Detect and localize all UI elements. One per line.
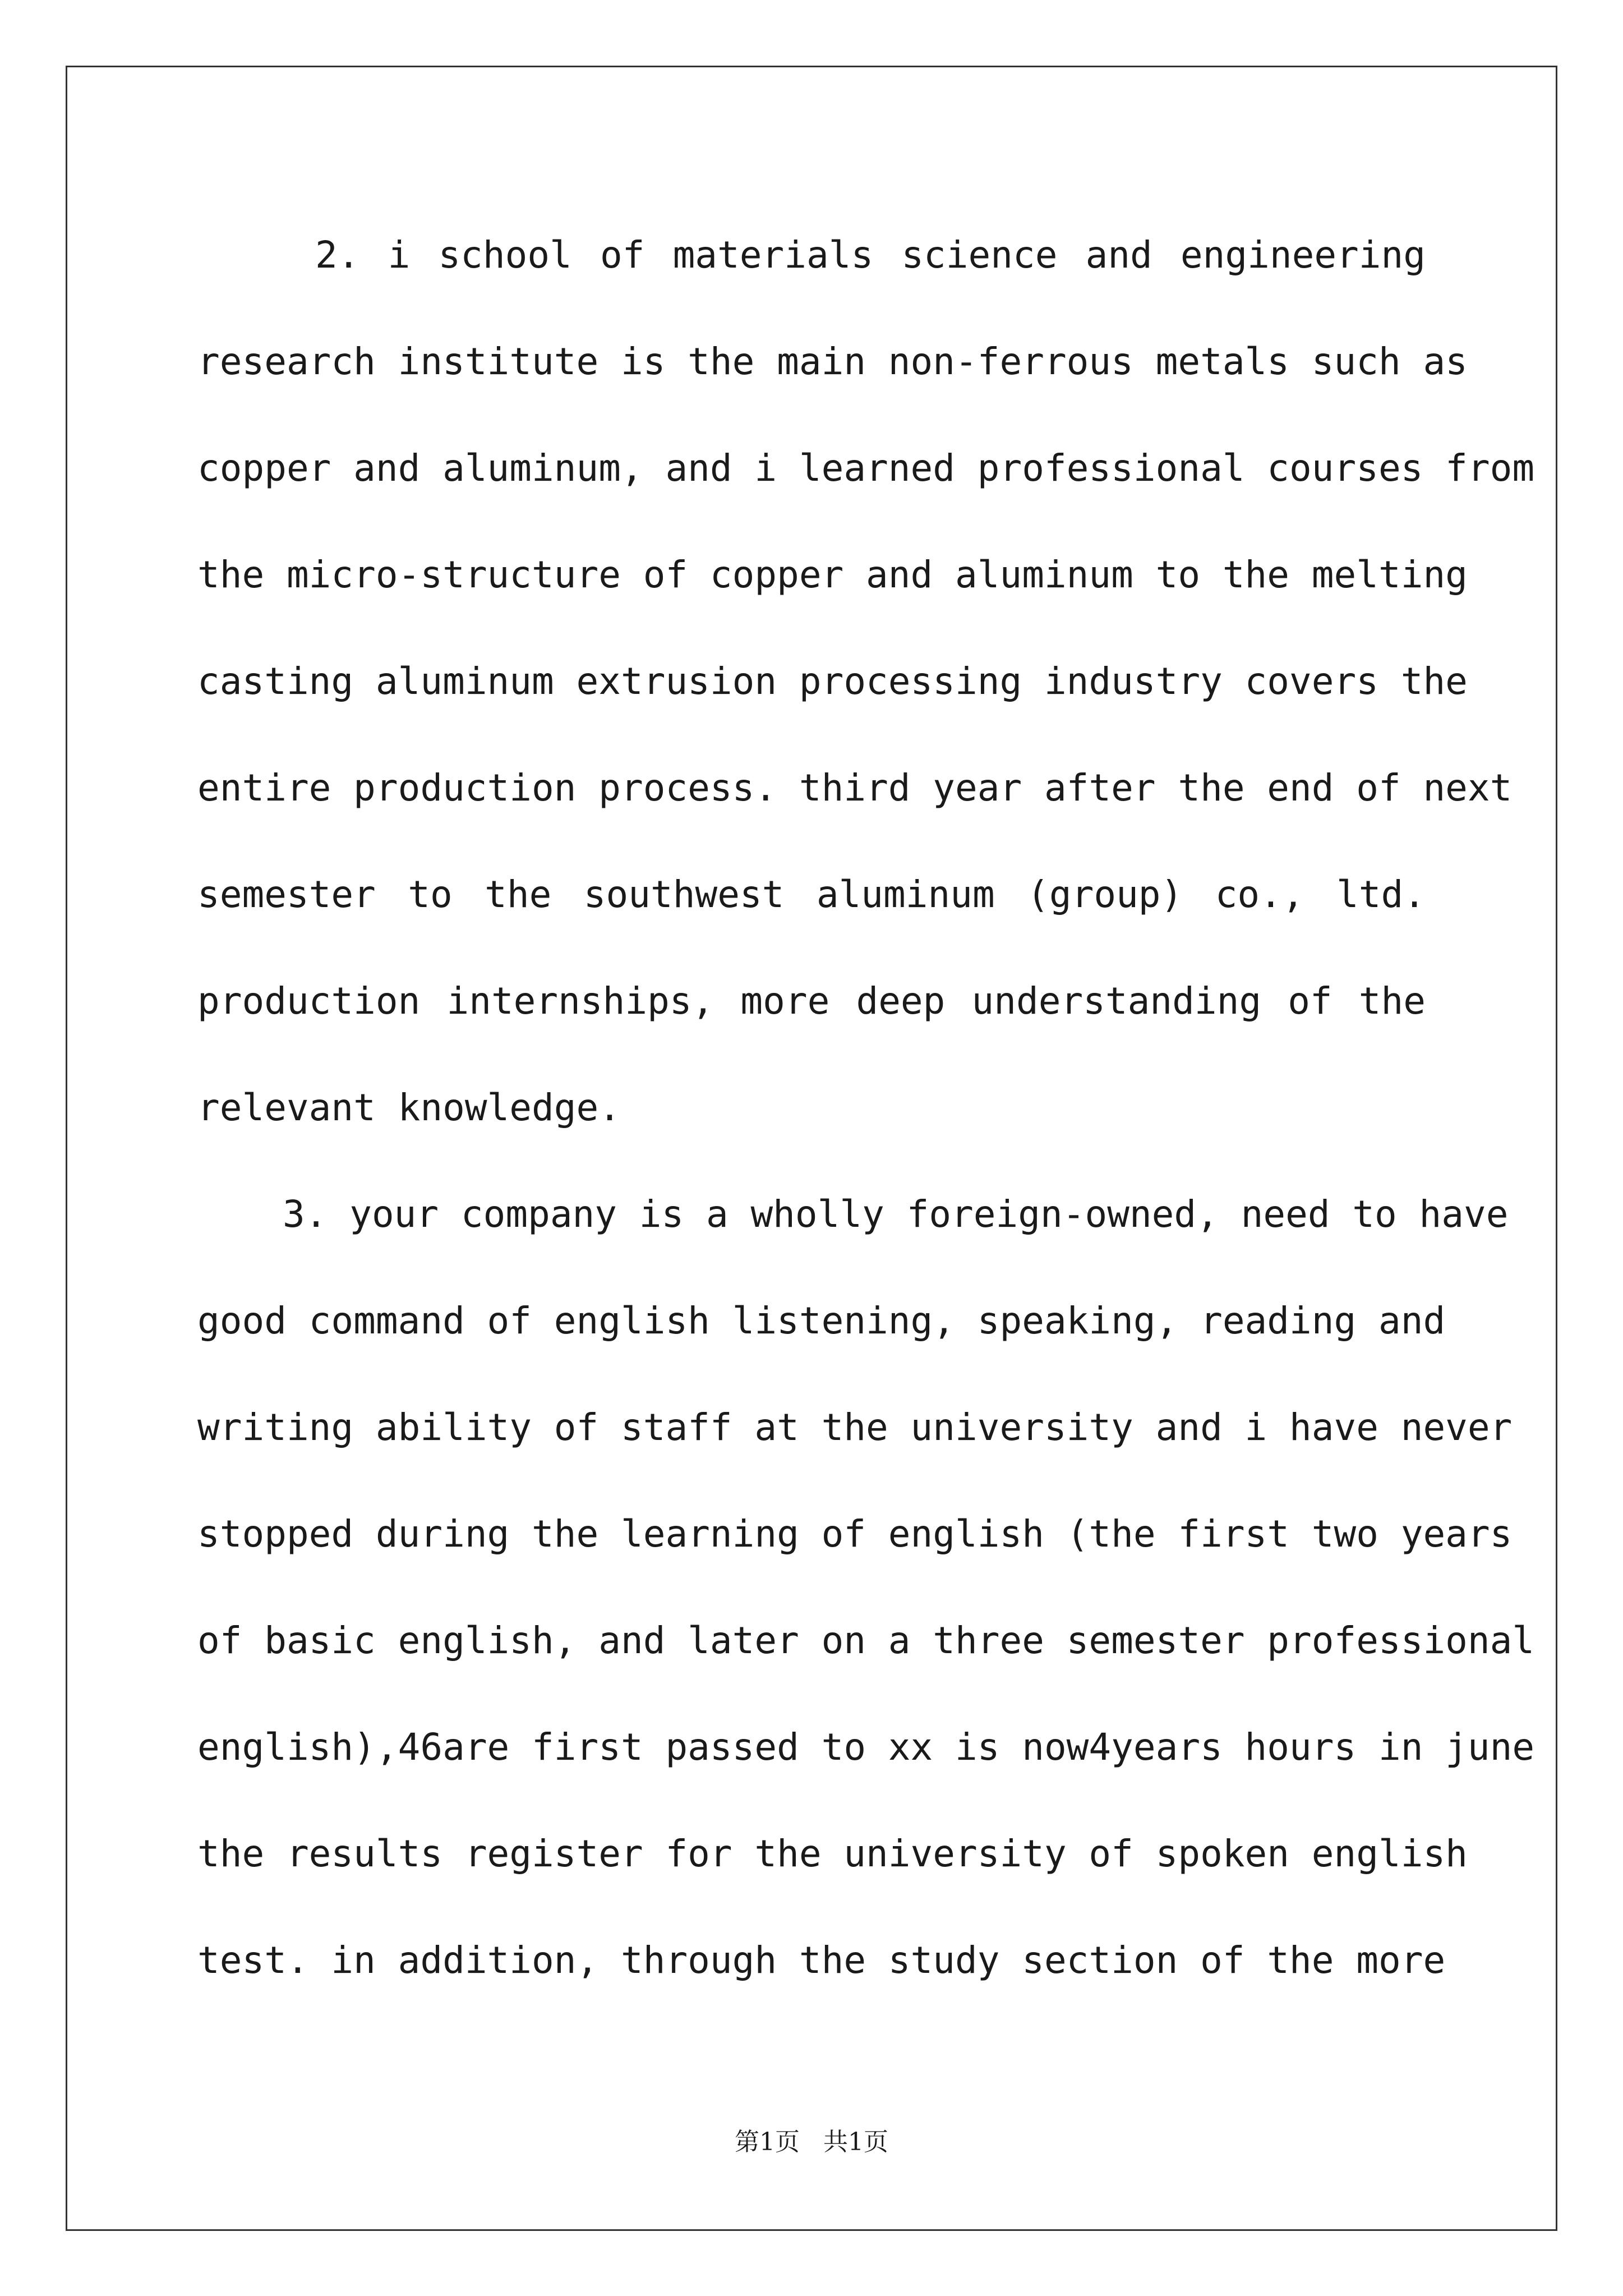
text-line: research institute is the main non-ferrous metals such as (197, 340, 1468, 383)
text-line: test. in addition, through the study section of the more (197, 1939, 1446, 1982)
text-line: writing ability of staff at the university and i have never (197, 1406, 1513, 1449)
text-line: the results register for the university of spoken english (197, 1832, 1468, 1875)
text-line: semester to the southwest aluminum (group) co., ltd. (197, 873, 1426, 916)
text-line: 3. your company is a wholly foreign-owned, need to have (283, 1193, 1509, 1236)
text-line: casting aluminum extrusion processing industry covers the (197, 660, 1468, 703)
text-line: english),46are first passed to xx is now4years hours in june (197, 1726, 1535, 1769)
page-number-footer: 第1页 共1页 (735, 2128, 888, 2156)
text-line: 2. i school of materials science and engineering (315, 233, 1426, 277)
text-line: entire production process. third year after the end of next (197, 766, 1513, 809)
text-line: the micro-structure of copper and aluminum to the melting (197, 553, 1468, 596)
text-line: production internships, more deep understanding of the (197, 979, 1426, 1023)
text-line: relevant knowledge. (197, 1086, 621, 1129)
paragraph-3 (197, 1161, 1535, 2014)
document-body (197, 202, 1535, 2014)
text-line: good command of english listening, speaking, reading and (197, 1299, 1446, 1342)
text-line: copper and aluminum, and i learned professional courses from (197, 447, 1535, 490)
text-line: stopped during the learning of english (the first two years (197, 1512, 1513, 1556)
text-line: of basic english, and later on a three semester professional (197, 1619, 1535, 1662)
paragraph-2 (197, 202, 1535, 1161)
